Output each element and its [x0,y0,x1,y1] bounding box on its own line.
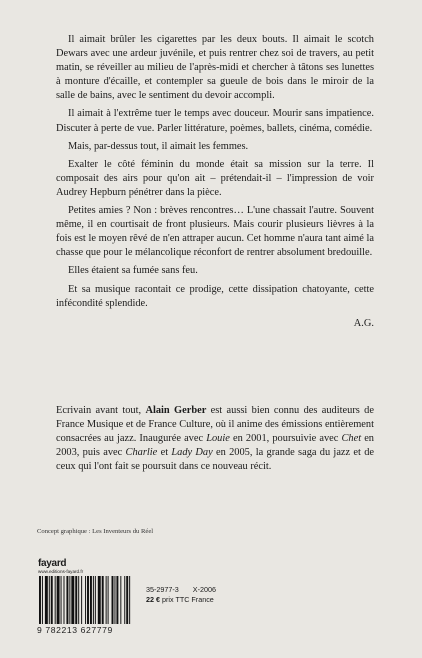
barcode-bar [51,576,53,624]
barcode-bar [69,576,70,624]
barcode-bar [71,576,74,624]
author-bio-text [56,404,374,474]
isbn-code: 35-2977-3 [146,585,179,594]
author-bio [56,404,374,474]
book-title-chet: Chet [341,433,362,445]
barcode-bar [98,576,101,624]
publisher-name: fayard [38,558,67,569]
barcode-bar [124,576,125,624]
book-title-louie: Louie [206,433,230,445]
bio-part: Ecrivain avant tout, [56,405,146,416]
barcode-bar [75,576,77,624]
barcode-bar [108,576,109,624]
barcode-bar [45,576,48,624]
blurb-paragraph-2: Il aimait à l'extrême tuer le temps avec douceur. Mourir sans impatience. Discuter à perte de vue. Parler littérature, poèmes, ballets, cinéma, comédie. [56,108,374,134]
barcode-bar [112,576,114,624]
barcode-bar [55,576,56,624]
blurb-paragraph-5: Petites amies ? Non : brèves rencontres… L'une chassait l'autre. Souvent même, il en courtisait de front plusieurs. Mais courir plusieurs lièvres à la fois est le moyen rêvé de n'en attraper aucun. Cet homme n'aura tant aimé la chasse que pour le mélancolique réconfort de rentrer absolument bredouille. [56,205,374,259]
blurb-paragraph-1: Il aimait brûler les cigarettes par les deux bouts. Il aimait le scotch Dewars avec une ardeur juvénile, et puis rentrer chez soi de travers, au petit matin, se réveiller au milieu de l'après-midi et chercher à tâtons ses lunettes à monture d'écaille, et contempler sa gueule de bois dans le miroir de la salle de bains, avec le sentiment du devoir accompli. [56,34,374,102]
book-title-lady-day: Lady Day [171,447,213,459]
barcode-digits: 9 782213 627779 [37,625,113,635]
barcode [37,576,135,626]
barcode-bar [61,576,62,624]
edition-code: X-2006 [192,585,216,594]
isbn-info [146,585,216,605]
barcode-bar [66,576,68,624]
publisher-url: www.editions-fayard.fr [38,569,84,574]
publisher-logo [38,559,83,574]
barcode-bar [57,576,60,624]
barcode-bar [42,576,43,624]
barcode-bar [129,576,130,624]
blurb-paragraph-4: Exalter le côté féminin du monde était sa mission sur la terre. Il composait des airs pour qu'on ait – prétendait-il – l'impression de voir Audrey Hepburn pénétrer dans la pièce. [56,158,374,198]
blurb-paragraph-7: Et sa musique racontait ce prodige, cette dissipation chatoyante, cette infécondité splendide. [56,283,374,309]
barcode-bar [120,576,121,624]
barcode-bar [64,576,65,624]
blurb-paragraph-3: Mais, par-dessus tout, il aimait les femmes. [68,140,249,152]
barcode-bar [81,576,82,624]
bio-part: est aussi bien connu des auditeurs de France Musique et de France Culture, où il anime des émissions entièrement consacrées au jazz. Inaugurée avec [56,405,374,445]
barcode-bar [106,576,107,624]
barcode-bars [37,576,135,626]
price-note: prix TTC France [162,595,214,604]
barcode-bar [39,576,41,624]
bio-part: en 2005, la grande saga du jazz et de ceux qui l'ont fait se poursuit dans ce nouveau récit. [56,447,374,473]
bio-part: et [157,447,172,459]
barcode-bar [126,576,128,624]
barcode-bar [78,576,79,624]
blurb-paragraph-6: Elles étaient sa fumée sans feu. [68,265,198,277]
barcode-bar [93,576,94,624]
barcode-bar [85,576,86,624]
barcode-bar [114,576,115,624]
barcode-bar [116,576,118,624]
bio-part: en 2003, puis avec [56,433,375,459]
bio-part: en 2001, poursuivie avec [229,433,342,445]
price: 22 € [146,595,160,604]
barcode-bar [95,576,96,624]
blurb-text [56,33,374,335]
author-name: Alain Gerber [145,405,207,416]
barcode-bar [87,576,89,624]
barcode-bar [49,576,50,624]
book-title-charlie: Charlie [125,447,158,459]
barcode-bar [90,576,92,624]
design-credit: Concept graphique : Les Inventeurs du Réel [37,528,154,535]
barcode-bar [102,576,104,624]
author-signature: A.G. [353,317,374,329]
